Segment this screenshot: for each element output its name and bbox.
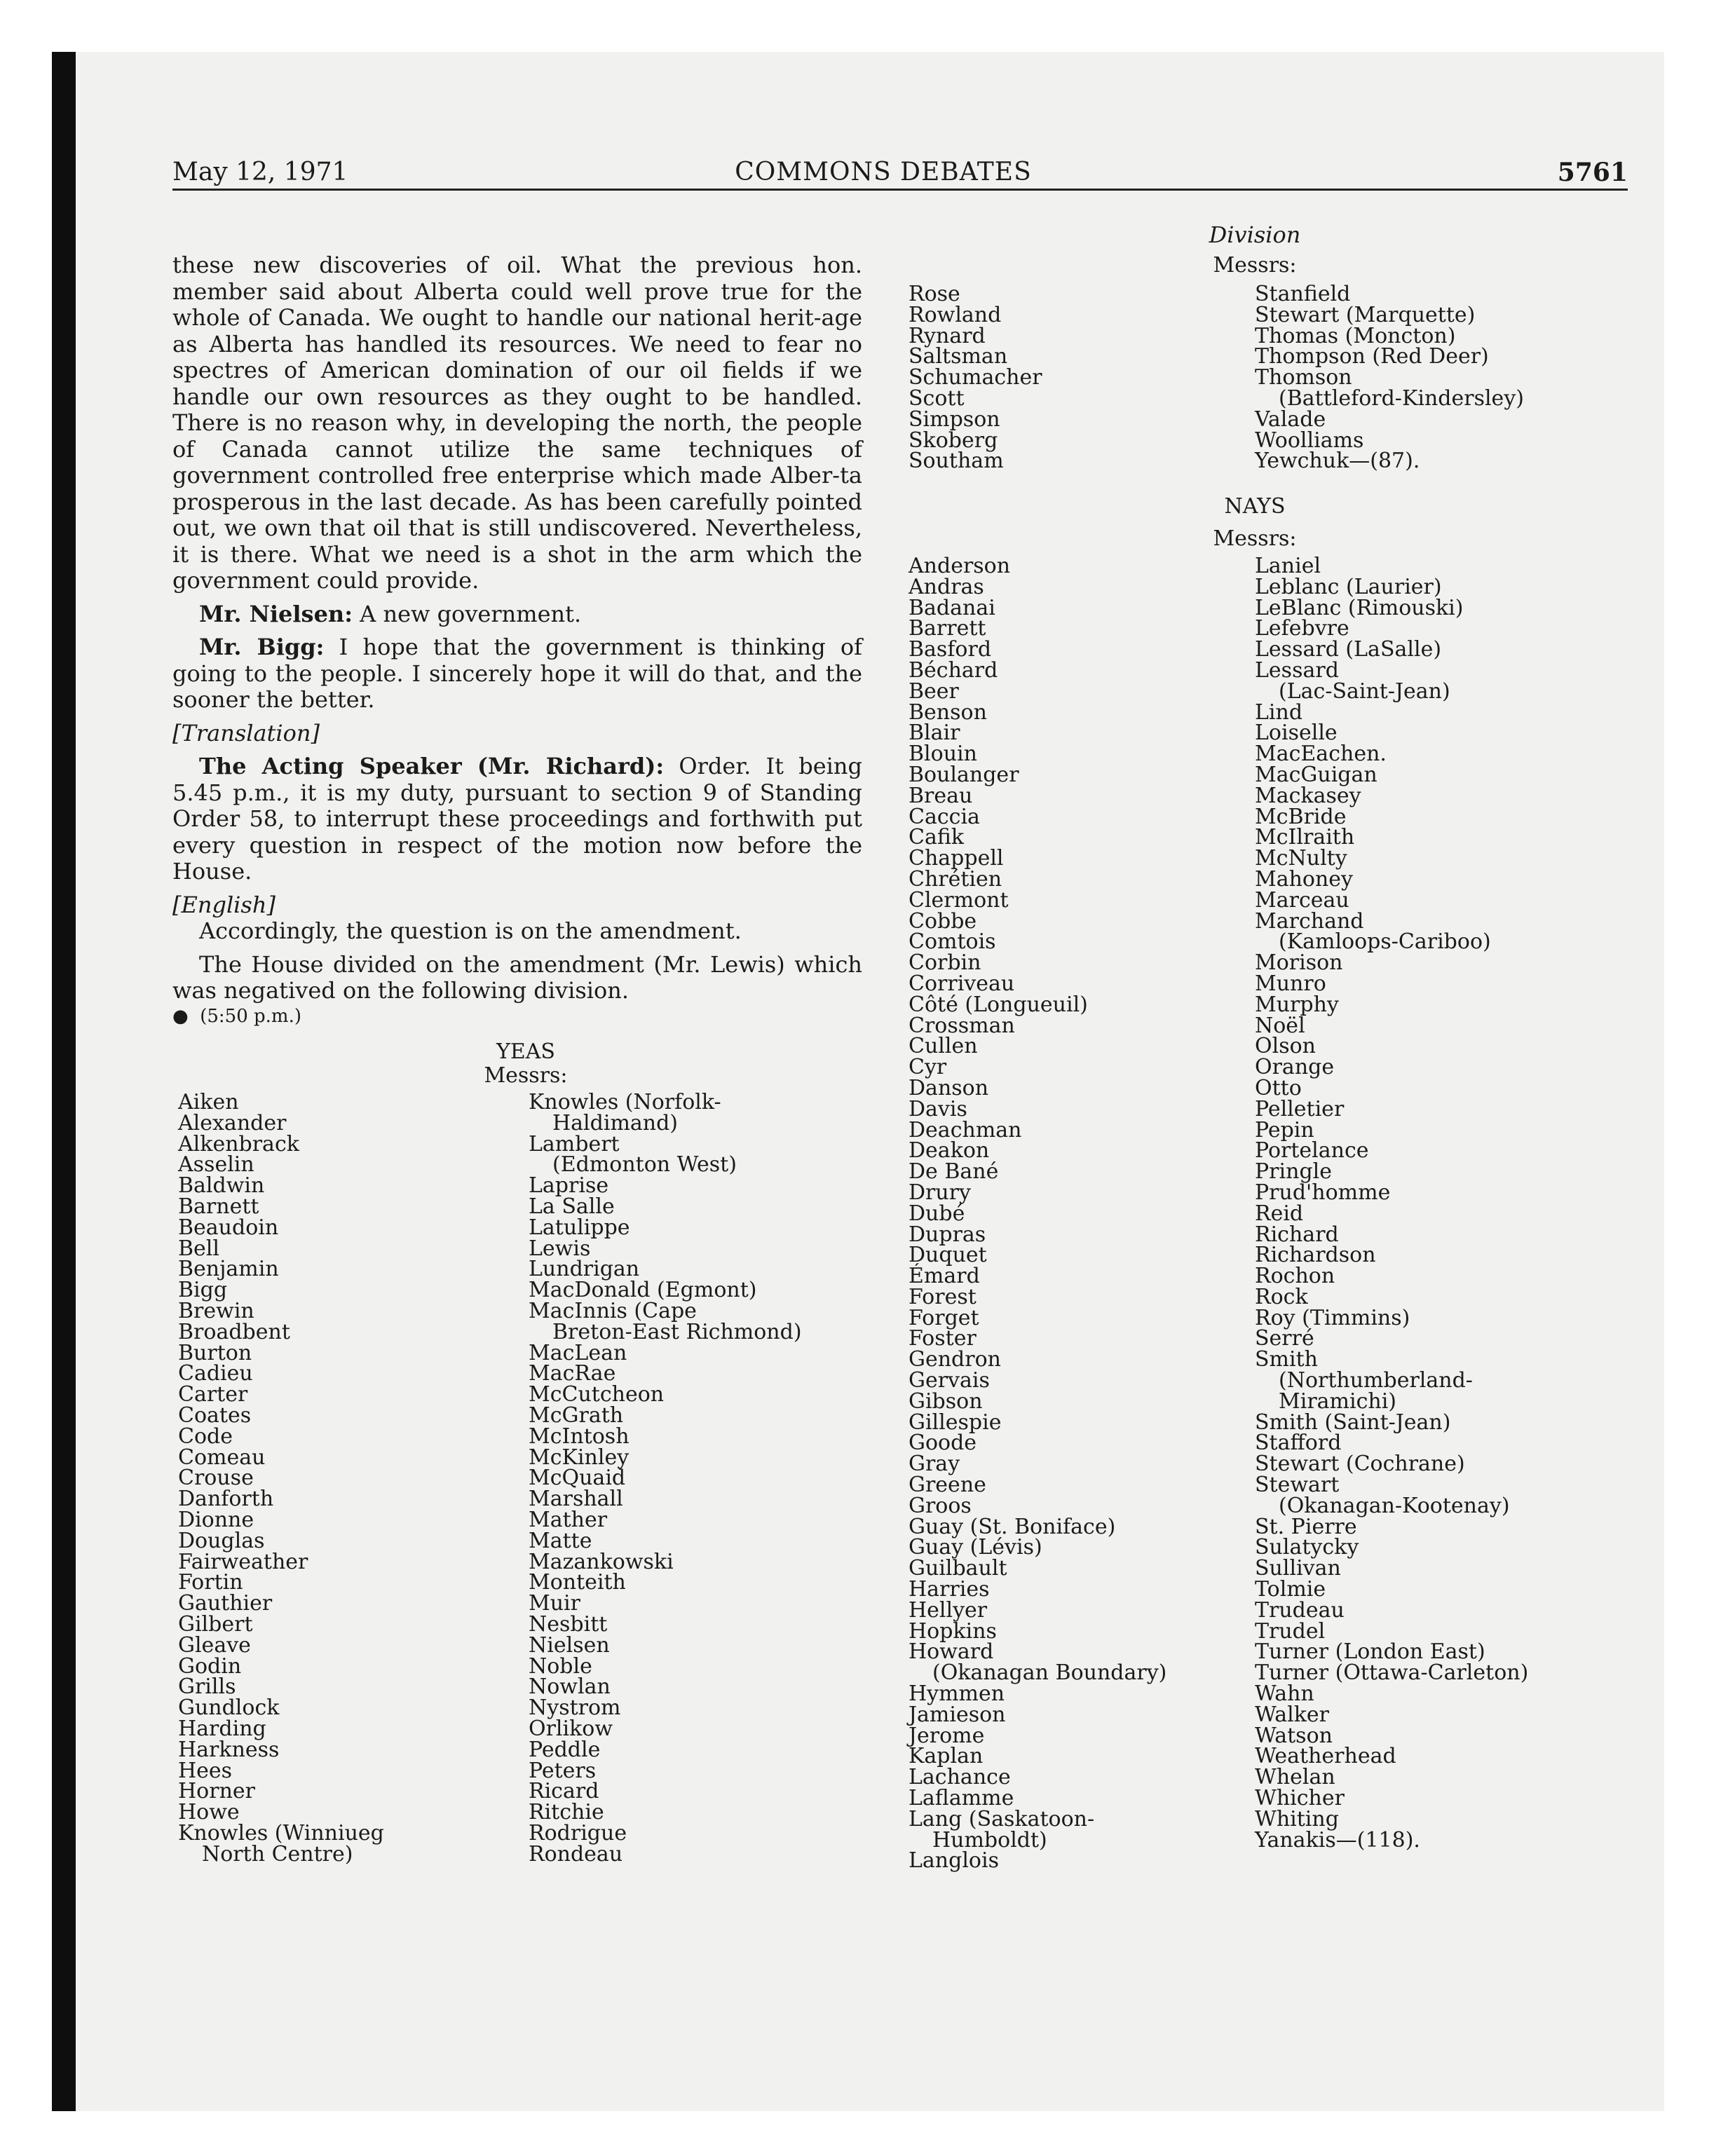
nays-messrs: Messrs: <box>1213 526 1297 551</box>
member-name: McCutcheon <box>529 1382 665 1407</box>
member-name: Rock <box>1255 1284 1308 1309</box>
member-name: Whiting <box>1255 1806 1339 1831</box>
member-name: MacInnis (Cape <box>529 1298 697 1323</box>
member-name: Sullivan <box>1255 1556 1341 1581</box>
member-name: Cadieu <box>178 1361 253 1386</box>
member-name: Chappell <box>909 846 1004 871</box>
member-name: Marshall <box>529 1487 623 1512</box>
member-name: (Northumberland- <box>1279 1368 1473 1393</box>
member-name: Hellyer <box>909 1597 988 1623</box>
member-name: Côté (Longueuil) <box>909 992 1088 1017</box>
member-name: Greene <box>909 1473 986 1498</box>
division-messrs: Messrs: <box>1213 253 1297 278</box>
member-name: Humboldt) <box>932 1827 1047 1853</box>
member-name: Baldwin <box>178 1173 265 1199</box>
member-name: Gillespie <box>909 1410 1002 1435</box>
member-name: Lefebvre <box>1255 616 1349 641</box>
member-name: Goode <box>909 1431 977 1456</box>
yeas-list-col3 <box>909 284 1042 472</box>
member-name: Andras <box>909 574 984 599</box>
member-name: McIlraith <box>1255 825 1355 850</box>
member-name: Portelance <box>1255 1138 1369 1164</box>
member-name: Breau <box>909 783 973 808</box>
member-name: Basford <box>909 637 992 662</box>
member-name: Stewart (Marquette) <box>1255 302 1476 327</box>
member-name: McGrath <box>529 1403 624 1428</box>
acting-speaker-text: Order. It being 5.45 p.m., it is my duty, pursuant to section 9 of Standing Order 58, to interrupt these proceedings and forthwith put every question in respect of the motion now before the House. <box>172 753 863 885</box>
member-name: Lind <box>1255 700 1303 725</box>
member-name: St. Pierre <box>1255 1514 1357 1539</box>
member-name: Sulatycky <box>1255 1535 1359 1560</box>
member-name: Noël <box>1255 1013 1305 1038</box>
paragraph-oil: these new discoveries of oil. What the previous hon. member said about Alberta could well prove true for the whole of Canada. We ought to handle our national herit-age as Alberta has handled its resources. We need to fear no spectres of American domination of our oil fields if we handle our own resources as they ought to be handled. There is no reason why, in developing the north, the people of Canada cannot utilize the same techniques of government controlled free enterprise which made Alber-ta prosperous in the last decade. As has been carefully pointed out, we own that oil that is still undiscovered. Nevertheless, it is there. What we need is a shot in the arm which the government could provide. <box>172 252 862 594</box>
member-name: Stewart (Cochrane) <box>1255 1452 1465 1477</box>
member-name: Clermont <box>909 887 1009 913</box>
member-name: Gundlock <box>178 1696 280 1721</box>
member-name: Crouse <box>178 1466 254 1491</box>
member-name: Comeau <box>178 1445 266 1470</box>
member-name: Corriveau <box>909 971 1015 996</box>
member-name: Forget <box>909 1305 979 1330</box>
member-name: Gleave <box>178 1632 251 1658</box>
member-name: McNulty <box>1255 846 1347 871</box>
member-name: Forest <box>909 1284 977 1309</box>
member-name: Peddle <box>529 1737 601 1762</box>
member-name: MacLean <box>529 1340 627 1365</box>
member-name: (Edmonton West) <box>552 1152 737 1178</box>
member-name: Nowlan <box>529 1674 611 1700</box>
member-name: Trudeau <box>1255 1597 1345 1623</box>
member-name: MacEachen. <box>1255 742 1387 767</box>
member-name: Davis <box>909 1096 967 1121</box>
member-name: Lundrigan <box>529 1257 640 1282</box>
member-name: Rochon <box>1255 1264 1335 1289</box>
member-name: Comtois <box>909 929 996 955</box>
member-name: Alkenbrack <box>178 1131 299 1157</box>
member-name: Beaudoin <box>178 1215 279 1240</box>
member-name: Mahoney <box>1255 866 1354 892</box>
member-name: Olson <box>1255 1034 1316 1059</box>
member-name: Smith <box>1255 1347 1318 1372</box>
member-name: Morison <box>1255 950 1343 976</box>
member-name: Corbin <box>909 950 981 976</box>
member-name: Pringle <box>1255 1159 1332 1185</box>
member-name: Chrétien <box>909 866 1002 892</box>
member-name: Harkness <box>178 1737 280 1762</box>
speaker-bigg: Mr. Bigg: <box>199 634 325 660</box>
member-name: Yanakis—(118). <box>1255 1827 1420 1853</box>
member-name: Walker <box>1255 1702 1329 1727</box>
member-name: (Okanagan Boundary) <box>932 1660 1167 1686</box>
member-name: Whicher <box>1255 1786 1345 1811</box>
speaker-acting: The Acting Speaker (Mr. Richard): <box>199 753 665 779</box>
member-name: Badanai <box>909 595 995 620</box>
member-name: McKinley <box>529 1445 630 1470</box>
member-name: Fortin <box>178 1570 243 1595</box>
yeas-list-col4 <box>1255 284 1524 472</box>
header-date: May 12, 1971 <box>172 158 348 186</box>
member-name: Ricard <box>529 1779 599 1804</box>
member-name: Carter <box>178 1382 248 1407</box>
yeas-list-col1 <box>178 1090 384 1867</box>
member-name: De Bané <box>909 1159 999 1185</box>
member-name: Trudel <box>1255 1618 1326 1644</box>
member-name: Roy (Timmins) <box>1255 1305 1410 1330</box>
member-name: Dupras <box>909 1222 986 1247</box>
member-name: Simpson <box>909 407 1000 432</box>
member-name: Murphy <box>1255 992 1339 1017</box>
member-name: (Lac-Saint-Jean) <box>1279 678 1450 704</box>
bigg-text: I hope that the government is thinking of going to the people. I sincerely hope it will do that, and the sooner the better. <box>172 634 863 713</box>
member-name: MacGuigan <box>1255 762 1377 787</box>
member-name: Rondeau <box>529 1841 623 1867</box>
member-name: North Centre) <box>202 1841 353 1867</box>
member-name: Howe <box>178 1800 240 1825</box>
member-name: Cafik <box>909 825 965 850</box>
member-name: Caccia <box>909 804 980 829</box>
member-name: (Okanagan-Kootenay) <box>1279 1493 1510 1518</box>
member-name: Dionne <box>178 1507 254 1532</box>
member-name: Turner (London East) <box>1255 1639 1485 1665</box>
member-name: Drury <box>909 1180 972 1205</box>
member-name: Gray <box>909 1452 960 1477</box>
member-name: Orlikow <box>529 1716 613 1741</box>
member-name: Émard <box>909 1264 980 1289</box>
member-name: Mackasey <box>1255 783 1361 808</box>
time-stamp <box>172 1004 862 1028</box>
member-name: Pepin <box>1255 1117 1314 1142</box>
member-name: Thomson <box>1255 365 1352 390</box>
member-name: McIntosh <box>529 1424 630 1449</box>
page-number: 5761 <box>1557 158 1628 187</box>
member-name: Mather <box>529 1507 608 1532</box>
member-name: Guay (St. Boniface) <box>909 1514 1116 1539</box>
member-name: McQuaid <box>529 1466 626 1491</box>
bullet-icon: ● <box>172 1005 189 1027</box>
member-name: Laflamme <box>909 1786 1014 1811</box>
member-name: Code <box>178 1424 233 1449</box>
translation-tag-text: [Translation] <box>172 719 320 746</box>
nielsen-remark <box>172 601 862 628</box>
member-name: Richardson <box>1255 1243 1376 1268</box>
member-name: Breton-East Richmond) <box>552 1319 802 1344</box>
member-name: Blair <box>909 721 960 746</box>
member-name: Rowland <box>909 302 1002 327</box>
header-title: COMMONS DEBATES <box>735 158 1032 186</box>
member-name: Lessard <box>1255 657 1339 683</box>
member-name: Gervais <box>909 1368 990 1393</box>
member-name: Smith (Saint-Jean) <box>1255 1410 1451 1435</box>
member-name: Richard <box>1255 1222 1339 1247</box>
member-name: Grills <box>178 1674 236 1700</box>
member-name: Gauthier <box>178 1591 273 1616</box>
member-name: Valade <box>1255 407 1326 432</box>
debate-text <box>172 252 862 1028</box>
yeas-heading: YEAS <box>496 1039 555 1064</box>
member-name: Thompson (Red Deer) <box>1255 344 1489 369</box>
member-name: Burton <box>178 1340 252 1365</box>
member-name: Guay (Lévis) <box>909 1535 1042 1560</box>
member-name: Mazankowski <box>529 1549 674 1574</box>
member-name: Tolmie <box>1255 1577 1326 1602</box>
yeas-list-col2 <box>529 1090 802 1867</box>
member-name: Yewchuk—(87). <box>1255 449 1420 474</box>
member-name: Lessard (LaSalle) <box>1255 637 1442 662</box>
member-name: Gilbert <box>178 1611 253 1637</box>
member-name: Harding <box>178 1716 266 1741</box>
member-name: Hopkins <box>909 1618 997 1644</box>
member-name: Lambert <box>529 1131 620 1157</box>
english-tag-text: [English] <box>172 891 275 918</box>
nays-heading: NAYS <box>1224 494 1286 519</box>
member-name: Cyr <box>909 1055 947 1080</box>
member-name: Munro <box>1255 971 1326 996</box>
member-name: MacDonald (Egmont) <box>529 1278 757 1303</box>
member-name: Blouin <box>909 742 977 767</box>
member-name: Beer <box>909 678 959 704</box>
nays-list-col3 <box>909 554 1167 1874</box>
member-name: Serré <box>1255 1326 1314 1351</box>
member-name: Langlois <box>909 1848 999 1874</box>
member-name: Cullen <box>909 1034 978 1059</box>
scan-edge-bar <box>52 52 76 2111</box>
member-name: Nesbitt <box>529 1611 608 1637</box>
paragraph-amendment: Accordingly, the question is on the amendment. <box>199 917 742 944</box>
member-name: Kaplan <box>909 1744 984 1769</box>
member-name: Jerome <box>909 1723 985 1748</box>
member-name: Jamieson <box>909 1702 1006 1727</box>
member-name: Barnett <box>178 1194 259 1219</box>
member-name: Guilbault <box>909 1556 1007 1581</box>
member-name: Béchard <box>909 657 998 683</box>
member-name: Prud'homme <box>1255 1180 1391 1205</box>
member-name: Gendron <box>909 1347 1001 1372</box>
member-name: Weatherhead <box>1255 1744 1396 1769</box>
member-name: Bell <box>178 1236 219 1261</box>
member-name: Crossman <box>909 1013 1015 1038</box>
member-name: Knowles (Winniueg <box>178 1820 384 1845</box>
member-name: Stewart <box>1255 1473 1340 1498</box>
member-name: Noble <box>529 1653 592 1679</box>
member-name: Broadbent <box>178 1319 290 1344</box>
member-name: Marchand <box>1255 908 1364 934</box>
member-name: Schumacher <box>909 365 1042 390</box>
member-name: Lachance <box>909 1765 1011 1790</box>
member-name: Groos <box>909 1493 972 1518</box>
nays-list-col4 <box>1255 554 1529 1853</box>
member-name: Dubé <box>909 1201 965 1226</box>
english-tag <box>172 892 862 919</box>
member-name: Brewin <box>178 1298 254 1323</box>
division-heading: Division <box>1209 221 1301 248</box>
acting-speaker-remark <box>172 753 862 885</box>
member-name: Woolliams <box>1255 428 1364 453</box>
member-name: Loiselle <box>1255 721 1338 746</box>
member-name: Harries <box>909 1577 990 1602</box>
member-name: Nielsen <box>529 1632 610 1658</box>
yeas-messrs: Messrs: <box>484 1063 568 1088</box>
translation-tag <box>172 721 862 747</box>
member-name: Leblanc (Laurier) <box>1255 574 1442 599</box>
member-name: Anderson <box>909 554 1011 578</box>
member-name: Otto <box>1255 1075 1302 1100</box>
member-name: (Kamloops-Cariboo) <box>1279 929 1491 955</box>
member-name: Knowles (Norfolk- <box>529 1090 721 1114</box>
nielsen-text: A new government. <box>353 600 582 627</box>
member-name: Nystrom <box>529 1696 621 1721</box>
member-name: Hymmen <box>909 1681 1005 1707</box>
member-name: Miramichi) <box>1279 1389 1397 1414</box>
member-name: Horner <box>178 1779 255 1804</box>
member-name: Coates <box>178 1403 252 1428</box>
member-name: Foster <box>909 1326 977 1351</box>
member-name: Scott <box>909 386 965 411</box>
member-name: Reid <box>1255 1201 1304 1226</box>
member-name: MacRae <box>529 1361 616 1386</box>
member-name: (Battleford-Kindersley) <box>1279 386 1524 411</box>
member-name: Whelan <box>1255 1765 1335 1790</box>
member-name: Peters <box>529 1758 597 1783</box>
member-name: Stafford <box>1255 1431 1342 1456</box>
member-name: Gibson <box>909 1389 983 1414</box>
member-name: Deakon <box>909 1138 990 1164</box>
member-name: Deachman <box>909 1117 1022 1142</box>
member-name: Turner (Ottawa-Carleton) <box>1255 1660 1529 1686</box>
member-name: Stanfield <box>1255 282 1351 306</box>
member-name: La Salle <box>529 1194 615 1219</box>
member-name: Bigg <box>178 1278 228 1303</box>
header-rule <box>172 189 1628 191</box>
member-name: Danson <box>909 1075 989 1100</box>
bigg-remark <box>172 634 862 714</box>
member-name: Rodrigue <box>529 1820 627 1845</box>
member-name: Laniel <box>1255 554 1321 578</box>
member-name: Fairweather <box>178 1549 308 1574</box>
member-name: Cobbe <box>909 908 977 934</box>
member-name: Watson <box>1255 1723 1333 1748</box>
speaker-nielsen: Mr. Nielsen: <box>199 600 353 627</box>
member-name: Douglas <box>178 1528 265 1553</box>
member-name: Ritchie <box>529 1800 604 1825</box>
member-name: Duquet <box>909 1243 987 1268</box>
member-name: Danforth <box>178 1487 274 1512</box>
member-name: McBride <box>1255 804 1347 829</box>
member-name: Lang (Saskatoon- <box>909 1806 1095 1831</box>
paragraph-divided: The House divided on the amendment (Mr. Lewis) which was negatived on the following division. <box>172 950 862 1004</box>
member-name: Rose <box>909 282 960 306</box>
member-name: Wahn <box>1255 1681 1314 1707</box>
member-name: Rynard <box>909 323 986 348</box>
member-name: Muir <box>529 1591 580 1616</box>
member-name: Matte <box>529 1528 592 1553</box>
member-name: Pelletier <box>1255 1096 1345 1121</box>
member-name: Haldimand) <box>552 1110 679 1135</box>
member-name: Orange <box>1255 1055 1335 1080</box>
member-name: Latulippe <box>529 1215 630 1240</box>
member-name: Hees <box>178 1758 233 1783</box>
member-name: Thomas (Moncton) <box>1255 323 1456 348</box>
member-name: Barrett <box>909 616 986 641</box>
member-name: Lewis <box>529 1236 591 1261</box>
member-name: Benson <box>909 700 987 725</box>
time-text: (5:50 p.m.) <box>200 1005 301 1027</box>
member-name: Southam <box>909 449 1004 474</box>
member-name: LeBlanc (Rimouski) <box>1255 595 1464 620</box>
member-name: Marceau <box>1255 887 1349 913</box>
member-name: Monteith <box>529 1570 626 1595</box>
member-name: Skoberg <box>909 428 998 453</box>
member-name: Aiken <box>178 1090 239 1114</box>
member-name: Alexander <box>178 1110 287 1135</box>
member-name: Boulanger <box>909 762 1019 787</box>
member-name: Benjamin <box>178 1257 279 1282</box>
member-name: Laprise <box>529 1173 609 1199</box>
member-name: Saltsman <box>909 344 1008 369</box>
member-name: Howard <box>909 1639 994 1665</box>
member-name: Godin <box>178 1653 242 1679</box>
member-name: Asselin <box>178 1152 254 1178</box>
